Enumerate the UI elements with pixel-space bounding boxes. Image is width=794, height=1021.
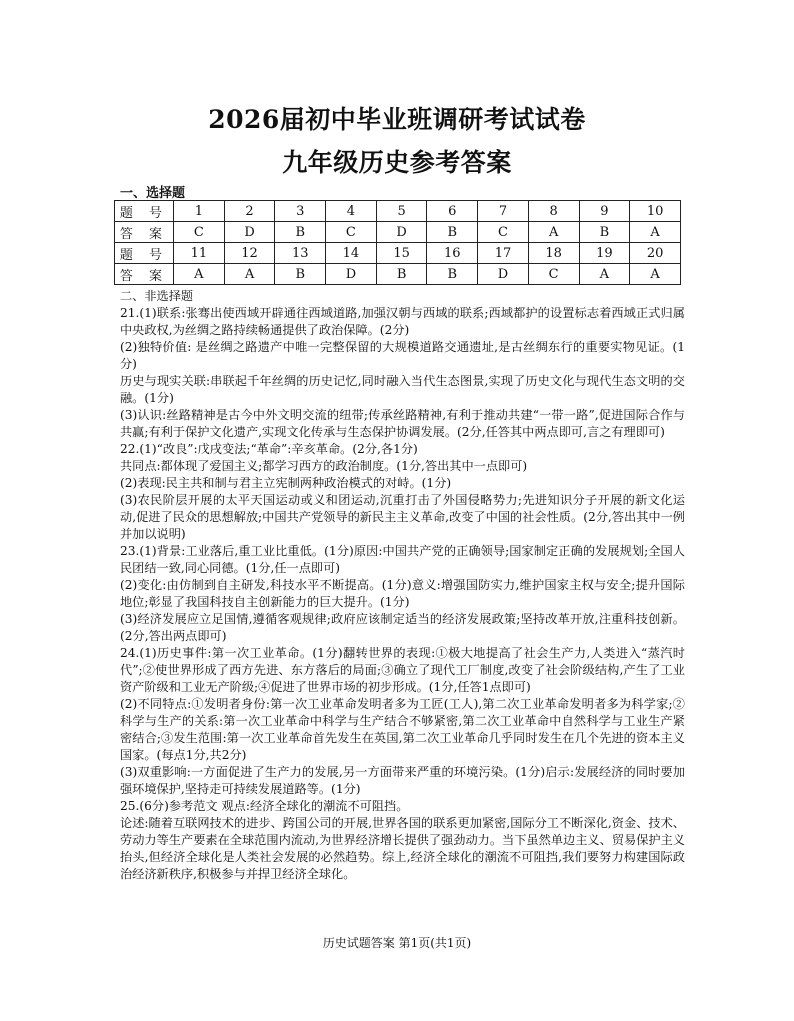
question-number: 4 (326, 201, 377, 222)
answer-cell: A (528, 222, 579, 243)
question-number: 18 (528, 243, 579, 264)
table-row-question-numbers (115, 243, 681, 264)
answer-cell: B (376, 264, 427, 285)
answer-paragraph: (2)不同特点:①发明者身份:第一次工业革命发明者多为工匠(工人),第二次工业革命发明者多为科学家;②科学与生产的关系:第一次工业革命中科学与生产结合不够紧密,第二次工业革命中自然科学与工业生产紧密结合;③发生范围:第一次工业革命首先发生在英国,第二次工业革命几乎同时发生在几个先进的资本主义国家。(每点1分,共2分) (120, 697, 685, 762)
answer-cell: A (579, 264, 630, 285)
answer-paragraph: 历史与现实关联:串联起千年丝绸的历史记忆,同时融入当代生态图景,实现了历史文化与现代生态文明的交融。(1分) (120, 374, 685, 405)
question-number: 3 (275, 201, 326, 222)
answer-paragraph: (3)认识:丝路精神是古今中外文明交流的纽带;传承丝路精神,有利于推动共建“一带一路”,促进国际合作与共赢;有利于保护文化遗产,实现文化传承与生态保护协调发展。(2分,任答其中两点即可,言之有理即可) (120, 408, 685, 439)
answer-cell: B (427, 264, 478, 285)
answer-paragraph: 论述:随着互联网技术的进步、跨国公司的开展,世界各国的联系更加紧密,国际分工不断深化,资金、技术、劳动力等生产要素在全球范围内流动,为世界经济增长提供了强劲动力。当下虽然单边主义、贸易保护主义抬头,但经济全球化是人类社会发展的必然趋势。综上,经济全球化的潮流不可阻挡,我们要努力构建国际政治经济新秩序,积极参与并捍卫经济全球化。 (120, 816, 685, 881)
answer-paragraph: (2)表现:民主共和制与君主立宪制两种政治模式的对峙。(1分) (120, 476, 452, 490)
answer-cell: A (630, 264, 681, 285)
table-row-question-numbers (115, 201, 681, 222)
answer-paragraph: (3)经济发展应立足国情,遵循客观规律;政府应该制定适当的经济发展政策;坚持改革开放,注重科技创新。(2分,答出两点即可) (120, 612, 685, 643)
question-number: 7 (478, 201, 529, 222)
question-number: 5 (376, 201, 427, 222)
question-number: 15 (376, 243, 427, 264)
question-number: 20 (630, 243, 681, 264)
answer-cell: B (579, 222, 630, 243)
answer-paragraph: 23.(1)背景:工业落后,重工业比重低。(1分)原因:中国共产党的正确领导;国家制定正确的发展规划;全国人民团结一致,同心同德。(1分,任一点即可) (120, 544, 685, 575)
answer-paragraph: 共同点:都体现了爱国主义;都学习西方的政治制度。(1分,答出其中一点即可) (120, 459, 528, 473)
page-footer: 历史试题答案 第1页(共1页) (322, 936, 472, 950)
question-number: 10 (630, 201, 681, 222)
question-number: 19 (579, 243, 630, 264)
table-row-answers (115, 222, 681, 243)
question-number: 14 (326, 243, 377, 264)
answer-cell: A (224, 264, 275, 285)
answer-paragraph: (2)独特价值: 是丝绸之路遗产中唯一完整保留的大规模道路交通遗址,是古丝绸东行的重要实物见证。(1分) (120, 340, 685, 371)
question-number: 8 (528, 201, 579, 222)
answer-paragraph: 21.(1)联系:张骞出使西域开辟通往西域道路,加强汉朝与西域的联系;西域都护的设置标志着西域正式归属中央政权,为丝绸之路持续畅通提供了政治保障。(2分) (120, 306, 685, 337)
answer-cell: C (326, 222, 377, 243)
answer-cell: C (528, 264, 579, 285)
row-label: 答 案 (115, 264, 174, 285)
question-number: 17 (478, 243, 529, 264)
answer-cell: C (174, 222, 225, 243)
row-label: 答 案 (115, 222, 174, 243)
answer-paragraph: 25.(6分)参考范文 观点:经济全球化的潮流不可阻挡。 (120, 799, 409, 813)
answer-cell: D (376, 222, 427, 243)
answer-paragraph: (3)双重影响:一方面促进了生产力的发展,另一方面带来严重的环境污染。(1分)启示:发展经济的同时要加强环境保护,坚持走可持续发展道路等。(1分) (120, 765, 685, 796)
answer-cell: D (326, 264, 377, 285)
table-row-answers (115, 264, 681, 285)
answer-cell: C (478, 222, 529, 243)
answer-cell: D (224, 222, 275, 243)
question-number: 12 (224, 243, 275, 264)
row-label: 题 号 (115, 201, 174, 222)
answer-cell: A (630, 222, 681, 243)
answer-cell: B (275, 264, 326, 285)
document-subtitle: 九年级历史参考答案 (282, 148, 512, 177)
answer-cell: A (174, 264, 225, 285)
question-number: 1 (174, 201, 225, 222)
answer-paragraph: 24.(1)历史事件:第一次工业革命。(1分)翻转世界的表现:①极大地提高了社会生产力,人类进入“蒸汽时代”;②使世界形成了西方先进、东方落后的局面;③确立了现代工厂制度,改变了社会阶级结构,产生了工业资产阶级和工业无产阶级;④促进了世界市场的初步形成。(1分,任答1点即可) (120, 646, 685, 694)
answer-paragraph: (2)变化:由仿制到自主研发,科技水平不断提高。(1分)意义:增强国防实力,维护国家主权与安全;提升国际地位;彰显了我国科技自主创新能力的巨大提升。(1分) (120, 578, 685, 609)
document-title: 2026届初中毕业班调研考试试卷 (208, 105, 586, 134)
answer-cell: D (478, 264, 529, 285)
question-number: 11 (174, 243, 225, 264)
section-heading-non-choice: 二、非选择题 (120, 289, 194, 303)
answer-paragraph: 22.(1)“改良”:戊戌变法;“革命”:辛亥革命。(2分,各1分) (120, 442, 418, 456)
answer-paragraph: (3)农民阶层开展的太平天国运动或义和团运动,沉重打击了外国侵略势力;先进知识分子开展的新文化运动,促进了民众的思想解放;中国共产党领导的新民主主义革命,改变了中国的社会性质。(2分,答出其中一例并加以说明) (120, 493, 685, 541)
answer-cell: B (275, 222, 326, 243)
question-number: 13 (275, 243, 326, 264)
non-choice-answers (120, 288, 685, 883)
question-number: 2 (224, 201, 275, 222)
question-number: 16 (427, 243, 478, 264)
answer-key-table (114, 200, 681, 285)
question-number: 9 (579, 201, 630, 222)
row-label: 题 号 (115, 243, 174, 264)
section-heading-choice: 一、选择题 (120, 186, 186, 201)
question-number: 6 (427, 201, 478, 222)
answer-cell: B (427, 222, 478, 243)
